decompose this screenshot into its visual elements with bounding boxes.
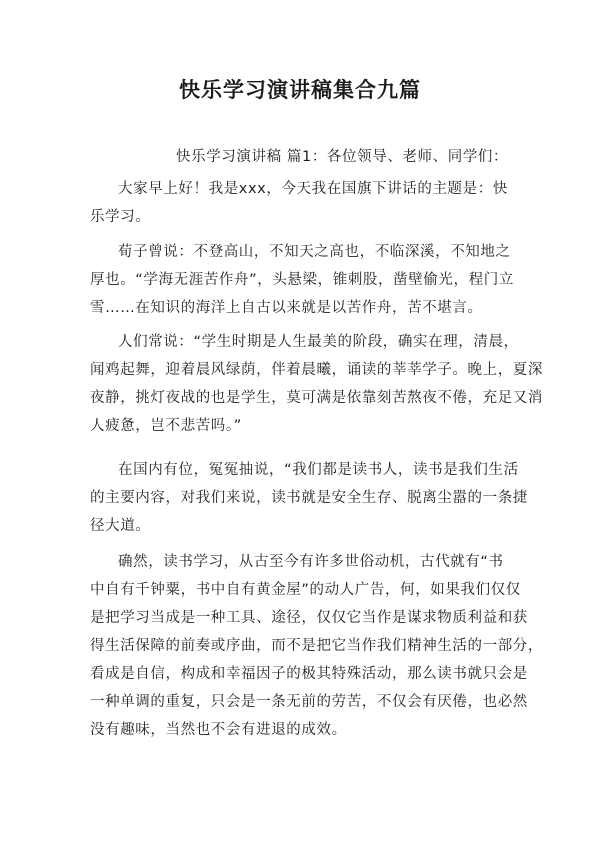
paragraph-line: 是把学习当成是一种工具、途径，仅仅它当作是谋求物质利益和获 [90,610,528,626]
paragraph-line: 中自有千钟粟，书中自有黄金屋”的动人广告，何，如果我们仅仅 [90,582,521,598]
paragraph-line: 闻鸡起舞，迎着晨风绿荫，伴着晨曦，诵读的莘莘学子。晚上，夏深 [90,362,543,378]
paragraph-line: 雪……在知识的海洋上自古以来就是以苦作舟，苦不堪言。 [90,300,483,316]
paragraph-line: 径大道。 [90,518,151,534]
paragraph-line: 确然，读书学习，从古至今有许多世俗动机，古代就有“书 [118,554,504,570]
paragraph-line: 得生活保障的前奏或序曲，而不是把它当作我们精神生活的一部分， [90,638,543,654]
paragraph-line: 没有趣味，当然也不会有进退的成效。 [90,722,347,738]
document-title: 快乐学习演讲稿集合九篇 [179,78,421,102]
paragraph-line: 快乐学习演讲稿 篇1：各位领导、老师、同学们： [176,149,509,165]
paragraph-line: 厚也。“学海无涯苦作舟”，头悬梁，锥刺股，凿壁偷光，程门立 [90,272,514,288]
paragraph-line: 人们常说：“学生时期是人生最美的阶段，确实在理，清晨， [118,334,519,350]
paragraph-line: 夜静，挑灯夜战的也是学生，莫可满是依靠刻苦熬夜不倦，充足又消 [90,390,543,406]
paragraph-line: 荀子曾说：不登高山，不知天之高也，不临深溪，不知地之 [118,244,511,260]
paragraph-line: 乐学习。 [90,209,151,225]
paragraph-line: 人疲惫，岂不悲苦吗。” [90,418,242,434]
paragraph-line: 大家早上好！我是xxx，今天我在国旗下讲话的主题是：快 [118,181,508,197]
paragraph-line: 看成是自信，构成和幸福因子的极其特殊活动，那么读书就只会是 [90,666,528,682]
paragraph-line: 一种单调的重复，只会是一条无前的劳苦，不仅会有厌倦，也必然 [90,694,528,710]
paragraph-line: 的主要内容，对我们来说，读书就是安全生存、脱离尘嚣的一条捷 [90,490,528,506]
paragraph-line: 在国内有位，冤冤抽说，“我们都是读书人，读书是我们生活 [118,462,519,478]
